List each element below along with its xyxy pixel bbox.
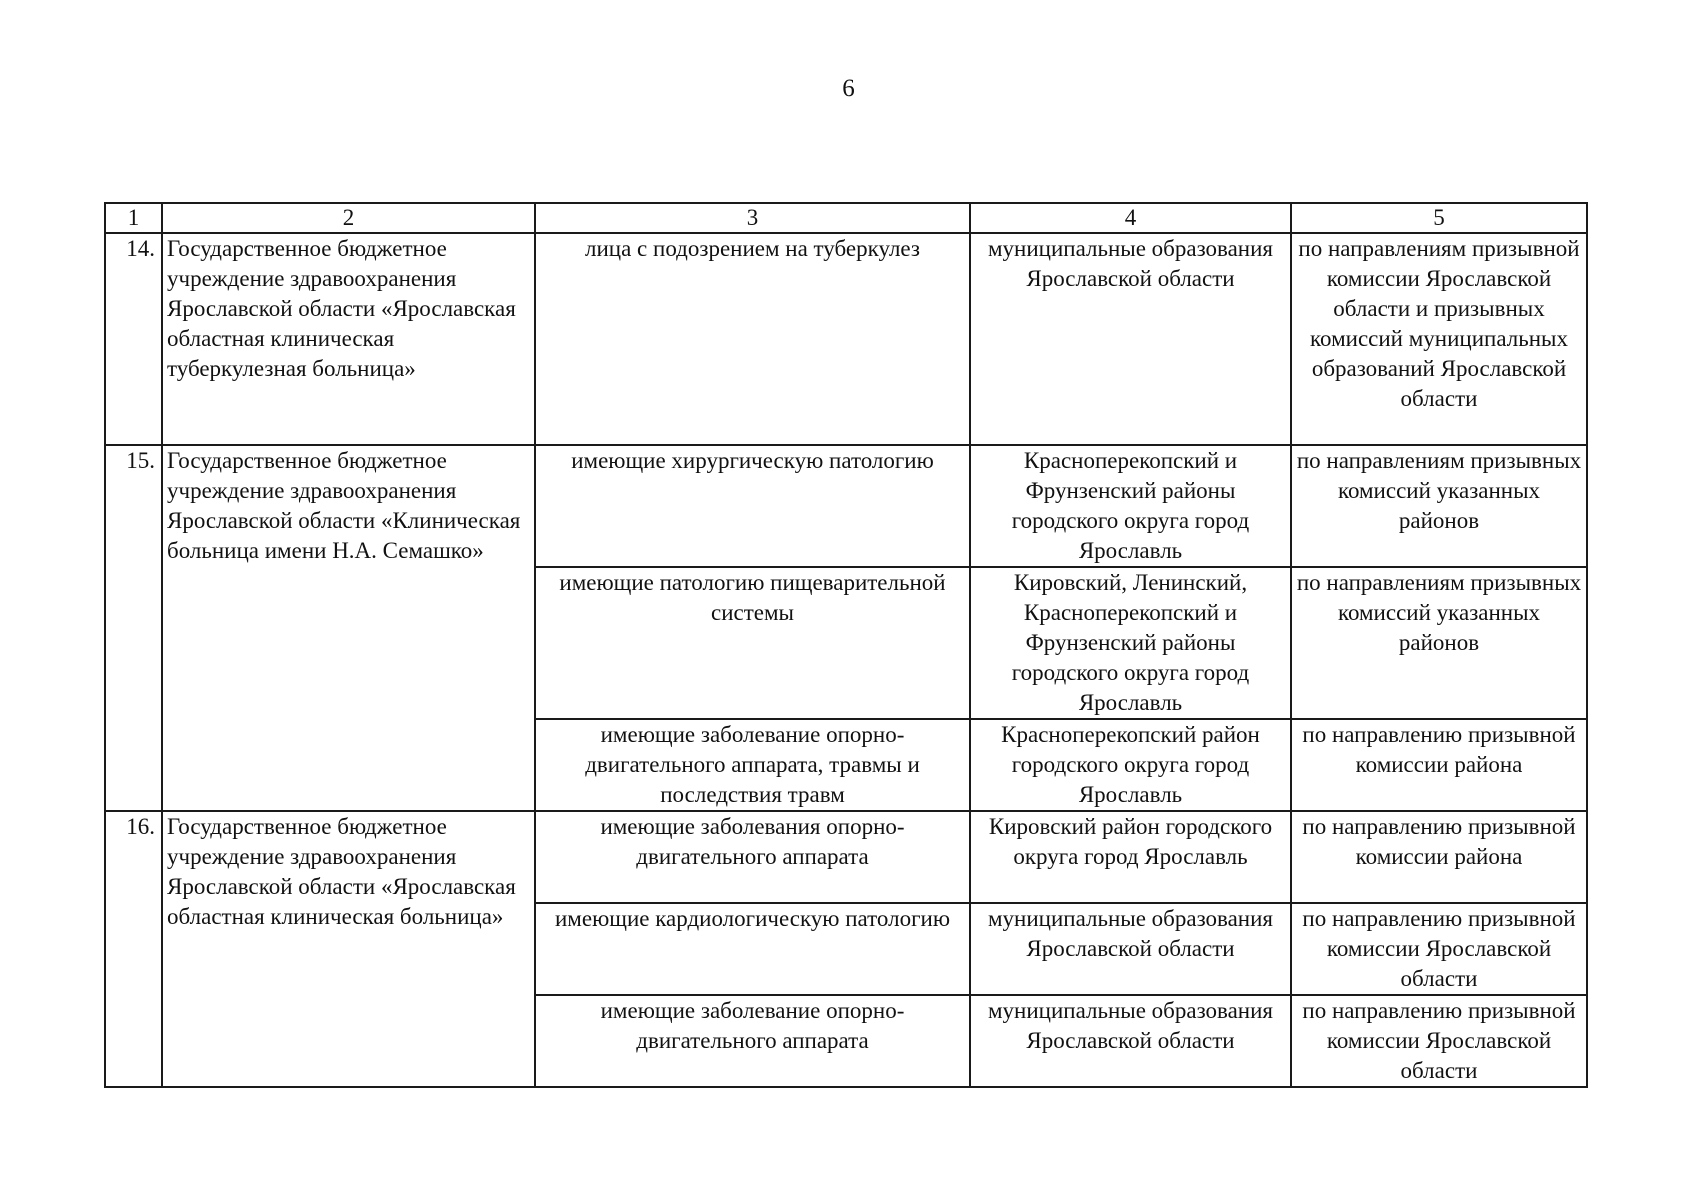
header-col-1: 1	[105, 203, 162, 233]
referral-basis: по направлению призывной комиссии района	[1291, 811, 1587, 903]
patient-category: лица с подозрением на туберкулез	[535, 233, 970, 445]
patient-category: имеющие заболевания опорно-двигательного аппарата	[535, 811, 970, 903]
institution-name: Государственное бюджетное учреждение здравоохранения Ярославской области «Ярославская областная клиническая больница»	[162, 811, 535, 1087]
referral-basis: по направлениям призывных комиссий указанных районов	[1291, 445, 1587, 567]
table-row	[105, 445, 1587, 567]
page-number: 6	[842, 75, 855, 102]
patient-category: имеющие заболевание опорно-двигательного аппарата	[535, 995, 970, 1087]
territory: муниципальные образования Ярославской области	[970, 233, 1291, 445]
patient-category: имеющие хирургическую патологию	[535, 445, 970, 567]
row-number: 15.	[105, 445, 162, 811]
territory: муниципальные образования Ярославской области	[970, 995, 1291, 1087]
referral-basis: по направлению призывной комиссии Ярославской области	[1291, 903, 1587, 995]
row-number: 14.	[105, 233, 162, 445]
referral-basis: по направлениям призывной комиссии Ярославской области и призывных комиссий муниципальных образований Ярославской области	[1291, 233, 1587, 445]
territory: Красноперекопский и Фрунзенский районы городского округа город Ярославль	[970, 445, 1291, 567]
header-col-5: 5	[1291, 203, 1587, 233]
referral-basis: по направлению призывной комиссии Ярославской области	[1291, 995, 1587, 1087]
header-row	[105, 203, 1587, 233]
header-col-2: 2	[162, 203, 535, 233]
patient-category: имеющие заболевание опорно-двигательного аппарата, травмы и последствия травм	[535, 719, 970, 811]
referral-basis: по направлениям призывных комиссий указанных районов	[1291, 567, 1587, 719]
institution-name: Государственное бюджетное учреждение здравоохранения Ярославской области «Клиническая больница имени Н.А. Семашко»	[162, 445, 535, 811]
institution-name: Государственное бюджетное учреждение здравоохранения Ярославской области «Ярославская областная клиническая туберкулезная больница»	[162, 233, 535, 445]
table-row	[105, 233, 1587, 445]
territory: Кировский, Ленинский, Красноперекопский и Фрунзенский районы городского округа город Ярославль	[970, 567, 1291, 719]
header-col-4: 4	[970, 203, 1291, 233]
header-col-3: 3	[535, 203, 970, 233]
territory: муниципальные образования Ярославской области	[970, 903, 1291, 995]
territory: Кировский район городского округа город Ярославль	[970, 811, 1291, 903]
referral-basis: по направлению призывной комиссии района	[1291, 719, 1587, 811]
row-number: 16.	[105, 811, 162, 1087]
patient-category: имеющие патологию пищеварительной системы	[535, 567, 970, 719]
patient-category: имеющие кардиологическую патологию	[535, 903, 970, 995]
referral-table	[104, 202, 1588, 1088]
table-row	[105, 811, 1587, 903]
territory: Красноперекопский район городского округа город Ярославль	[970, 719, 1291, 811]
